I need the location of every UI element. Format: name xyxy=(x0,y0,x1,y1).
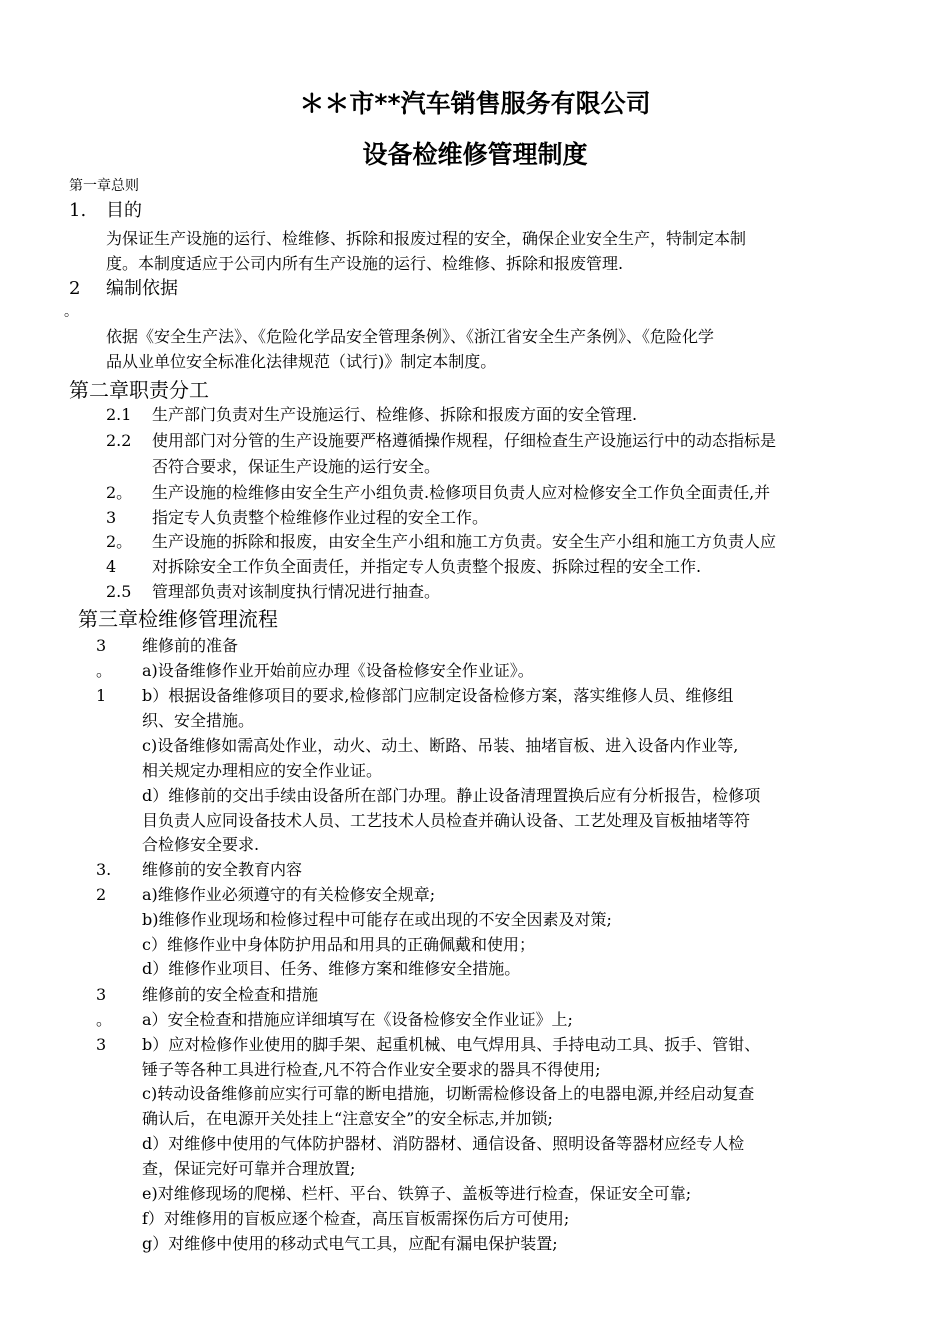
item-text: g）对维修中使用的移动式电气工具，应配有漏电保护装置; xyxy=(142,1234,558,1253)
item-text: 否符合要求，保证生产设施的运行安全。 xyxy=(152,457,441,476)
item-text: 使用部门对分管的生产设施要严格遵循操作规程，仔细检查生产设施运行中的动态指标是 xyxy=(152,431,777,450)
item-number: 3 xyxy=(96,1035,107,1054)
chapter3-heading: 第三章检维修管理流程 xyxy=(78,607,278,631)
document-title: 设备检维修管理制度 xyxy=(362,140,588,169)
item-text: f）对维修用的盲板应逐个检查，高压盲板需探伤后方可使用; xyxy=(142,1209,570,1228)
item-text: b)维修作业现场和检修过程中可能存在或出现的不安全因素及对策; xyxy=(142,910,612,929)
subsection-title: 维修前的准备 xyxy=(142,636,239,655)
item-text: a)维修作业必须遵守的有关检修安全规章; xyxy=(142,885,436,904)
item-text: d）维修前的交出手续由设备所在部门办理。静止设备清理置换后应有分析报告，检修项 xyxy=(142,786,761,805)
item-text: 确认后，在电源开关处挂上“注意安全”的安全标志,并加锁; xyxy=(142,1109,553,1128)
item-text: 指定专人负责整个检维修作业过程的安全工作。 xyxy=(152,508,489,527)
subsection-title: 维修前的安全检查和措施 xyxy=(142,985,319,1004)
section1-title: 目的 xyxy=(106,200,142,221)
item-text: c）维修作业中身体防护用品和用具的正确佩戴和使用； xyxy=(142,935,535,954)
item-text: a)设备维修作业开始前应办理《设备检修安全作业证》。 xyxy=(142,661,534,680)
item-text: e)对维修现场的爬梯、栏杆、平台、铁箅子、盖板等进行检查，保证安全可靠; xyxy=(142,1184,692,1203)
item-text: 锤子等各种工具进行检查,凡不符合作业安全要求的器具不得使用; xyxy=(142,1060,601,1079)
item-text: 目负责人应同设备技术人员、工艺技术人员检查并确认设备、工艺处理及盲板抽堵等符 xyxy=(142,811,751,830)
item-text: 织、安全措施。 xyxy=(142,711,255,730)
item-text: b）应对检修作业使用的脚手架、起重机械、电气焊用具、手持电动工具、扳手、管钳、 xyxy=(142,1035,761,1054)
section2-mark: 。 xyxy=(64,304,78,320)
item-number: 2.2 xyxy=(106,431,132,450)
item-number: 。 xyxy=(96,1010,113,1029)
item-number: 2。 xyxy=(106,532,133,551)
item-text: c)转动设备维修前应实行可靠的断电措施，切断需检修设备上的电器电源,并经启动复查 xyxy=(142,1084,755,1103)
company-name: ＊＊市**汽车销售服务有限公司 xyxy=(299,89,651,118)
item-text: 查，保证完好可靠并合理放置; xyxy=(142,1159,356,1178)
item-text: d）维修作业项目、任务、维修方案和维修安全措施。 xyxy=(142,959,521,978)
item-text: b）根据设备维修项目的要求,检修部门应制定设备检修方案，落实维修人员、维修组 xyxy=(142,686,734,705)
section2-line: 品从业单位安全标准化法律规范（试行)》制定本制度。 xyxy=(106,352,497,371)
item-number: 3 xyxy=(96,636,107,655)
item-text: 管理部负责对该制度执行情况进行抽查。 xyxy=(152,582,441,601)
item-number: 2。 xyxy=(106,483,133,502)
subsection-title: 维修前的安全教育内容 xyxy=(142,860,303,879)
item-number: 1 xyxy=(96,686,107,705)
section1-line: 度。本制度适应于公司内所有生产设施的运行、检维修、拆除和报废管理. xyxy=(106,254,624,273)
section2-number: 2 xyxy=(69,278,81,299)
item-number: 3 xyxy=(96,985,107,1004)
item-text: a）安全检查和措施应详细填写在《设备检修安全作业证》上; xyxy=(142,1010,573,1029)
item-number: 3. xyxy=(96,860,112,879)
item-text: 对拆除安全工作负全面责任，并指定专人负责整个报废、拆除过程的安全工作. xyxy=(152,557,702,576)
section2-line: 依据《安全生产法》、《危险化学品安全管理条例》、《浙江省安全生产条例》、《危险化学 xyxy=(106,327,715,346)
item-number: 3 xyxy=(106,508,117,527)
chapter1-heading: 第一章总则 xyxy=(69,178,139,194)
item-text: 生产设施的拆除和报废，由安全生产小组和施工方负责。安全生产小组和施工方负责人应 xyxy=(152,532,777,551)
item-text: 生产部门负责对生产设施运行、检维修、拆除和报废方面的安全管理. xyxy=(152,405,638,424)
item-number: 2 xyxy=(96,885,107,904)
chapter2-heading: 第二章职责分工 xyxy=(69,378,209,402)
item-number: 2.5 xyxy=(106,582,132,601)
item-number: 。 xyxy=(96,661,113,680)
section1-line: 为保证生产设施的运行、检维修、拆除和报废过程的安全，确保企业安全生产，特制定本制 xyxy=(106,229,747,248)
section2-title: 编制依据 xyxy=(106,278,178,299)
section1-number: 1. xyxy=(69,200,87,221)
item-text: d）对维修中使用的气体防护器材、消防器材、通信设备、照明设备等器材应经专人检 xyxy=(142,1134,745,1153)
item-number: 4 xyxy=(106,557,117,576)
item-text: 相关规定办理相应的安全作业证。 xyxy=(142,761,383,780)
item-text: c)设备维修如需高处作业，动火、动土、断路、吊装、抽堵盲板、进入设备内作业等, xyxy=(142,736,739,755)
item-number: 2.1 xyxy=(106,405,132,424)
item-text: 生产设施的检维修由安全生产小组负责.检修项目负责人应对检修安全工作负全面责任,并 xyxy=(152,483,771,502)
item-text: 合检修安全要求. xyxy=(142,835,260,854)
